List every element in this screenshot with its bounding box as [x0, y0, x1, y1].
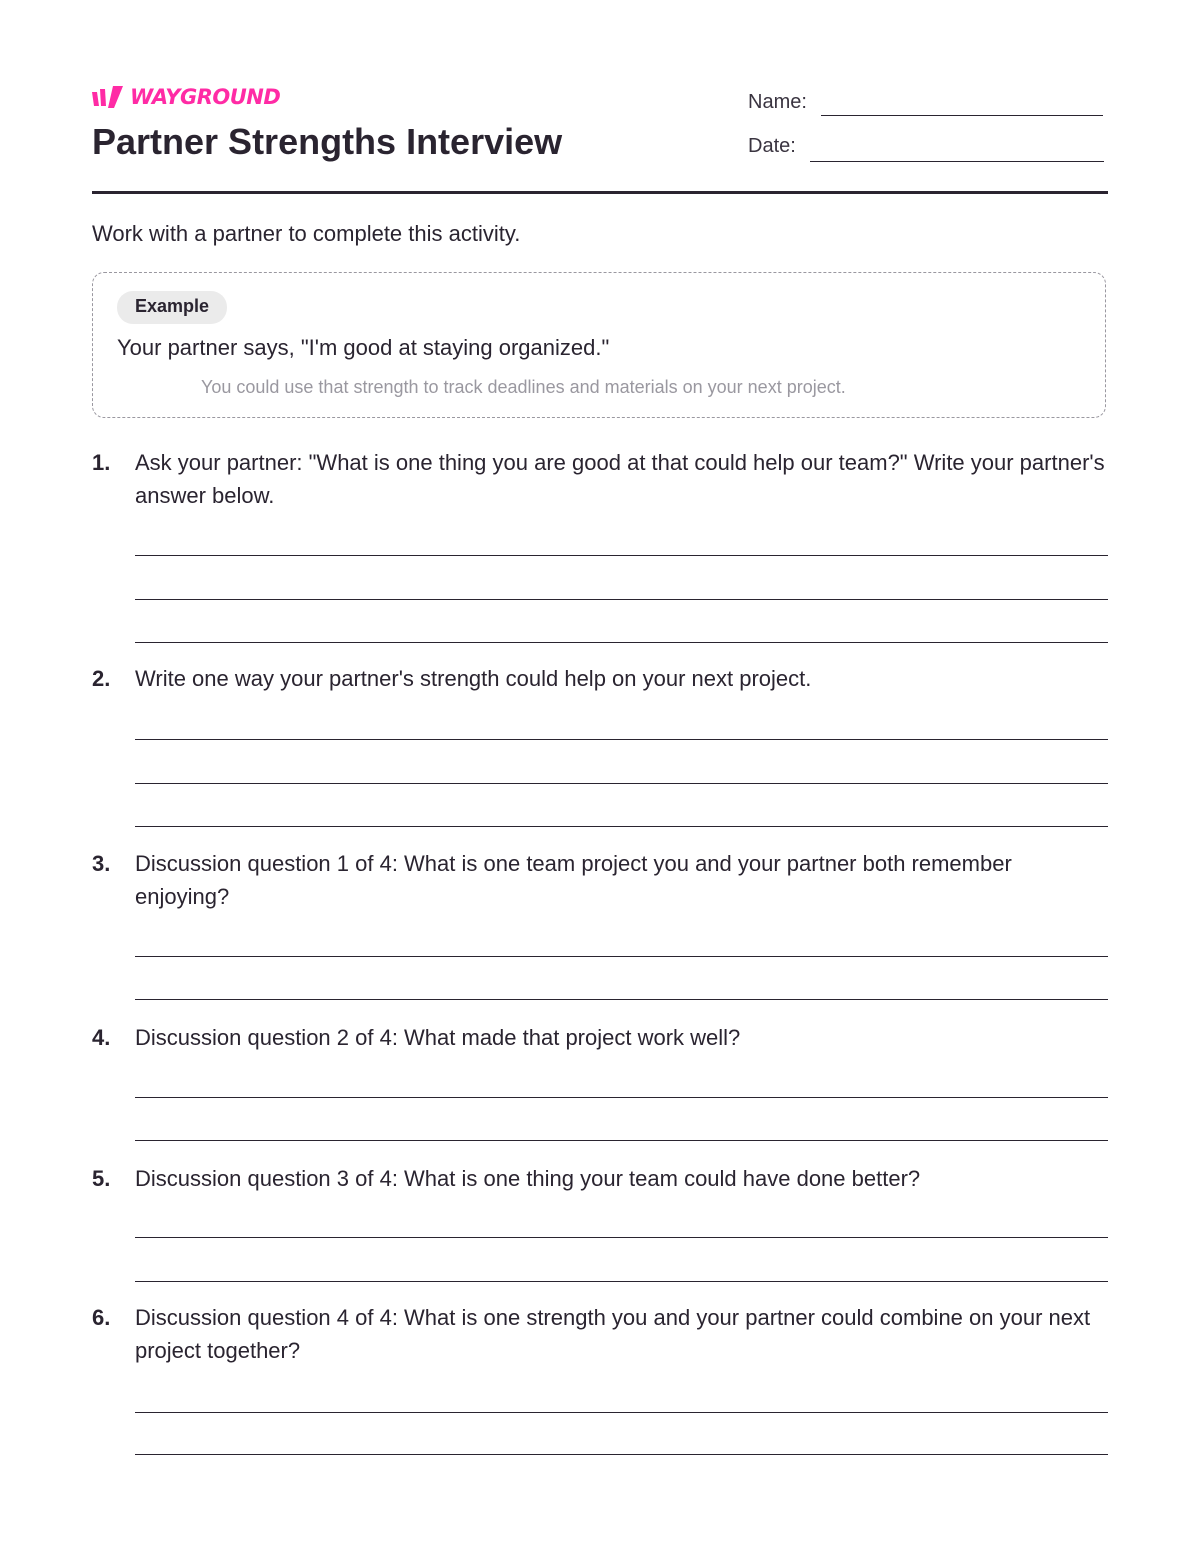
question-text: Discussion question 1 of 4: What is one team project you and your partner both remember enjoying?	[135, 851, 1012, 909]
worksheet-header	[92, 0, 1108, 196]
answer-line[interactable]	[135, 1237, 1108, 1238]
name-label: Name:	[748, 91, 807, 113]
question-number: 5.	[92, 1166, 111, 1191]
header-divider	[92, 191, 1108, 194]
answer-line[interactable]	[135, 1412, 1108, 1413]
example-hint: You could use that strength to track deadlines and materials on your next project.	[201, 377, 846, 397]
question-number: 6.	[92, 1305, 111, 1330]
question-text: Ask your partner: "What is one thing you are good at that could help our team?" Write your partner's answer below.	[135, 450, 1105, 508]
date-field	[748, 136, 1104, 156]
answer-line[interactable]	[135, 599, 1108, 600]
answer-line[interactable]	[135, 956, 1108, 957]
name-field	[748, 92, 1103, 112]
page-title: Partner Strengths Interview	[92, 121, 563, 162]
question-text: Write one way your partner's strength could help on your next project.	[135, 666, 812, 691]
answer-line[interactable]	[135, 642, 1108, 643]
question-text: Discussion question 2 of 4: What made that project work well?	[135, 1025, 741, 1050]
answer-line[interactable]	[135, 1097, 1108, 1098]
answer-line[interactable]	[135, 999, 1108, 1000]
answer-line[interactable]	[135, 826, 1108, 827]
worksheet-page	[92, 0, 1108, 1363]
answer-line[interactable]	[135, 555, 1108, 556]
question-number: 1.	[92, 450, 111, 475]
answer-line[interactable]	[135, 739, 1108, 740]
question-number: 2.	[92, 666, 111, 691]
brand-logo	[92, 86, 280, 108]
name-input-line[interactable]	[821, 114, 1103, 116]
date-input-line[interactable]	[810, 160, 1104, 162]
instruction-text: Work with a partner to complete this activity.	[92, 221, 521, 246]
question-text: Discussion question 4 of 4: What is one strength you and your partner could combine on your next project together?	[135, 1305, 1091, 1363]
question-text: Discussion question 3 of 4: What is one thing your team could have done better?	[135, 1166, 921, 1191]
example-badge: Example	[117, 291, 227, 324]
answer-line[interactable]	[135, 1281, 1108, 1282]
question-number: 3.	[92, 851, 111, 876]
question-number: 4.	[92, 1025, 111, 1050]
wayground-logo-icon	[92, 86, 126, 108]
date-label: Date:	[748, 135, 796, 157]
answer-line[interactable]	[135, 1140, 1108, 1141]
answer-line[interactable]	[135, 1454, 1108, 1455]
brand-name: WAYGROUND	[130, 84, 281, 109]
answer-line[interactable]	[135, 783, 1108, 784]
example-text: Your partner says, "I'm good at staying organized."	[117, 335, 610, 360]
example-box	[92, 272, 1106, 418]
